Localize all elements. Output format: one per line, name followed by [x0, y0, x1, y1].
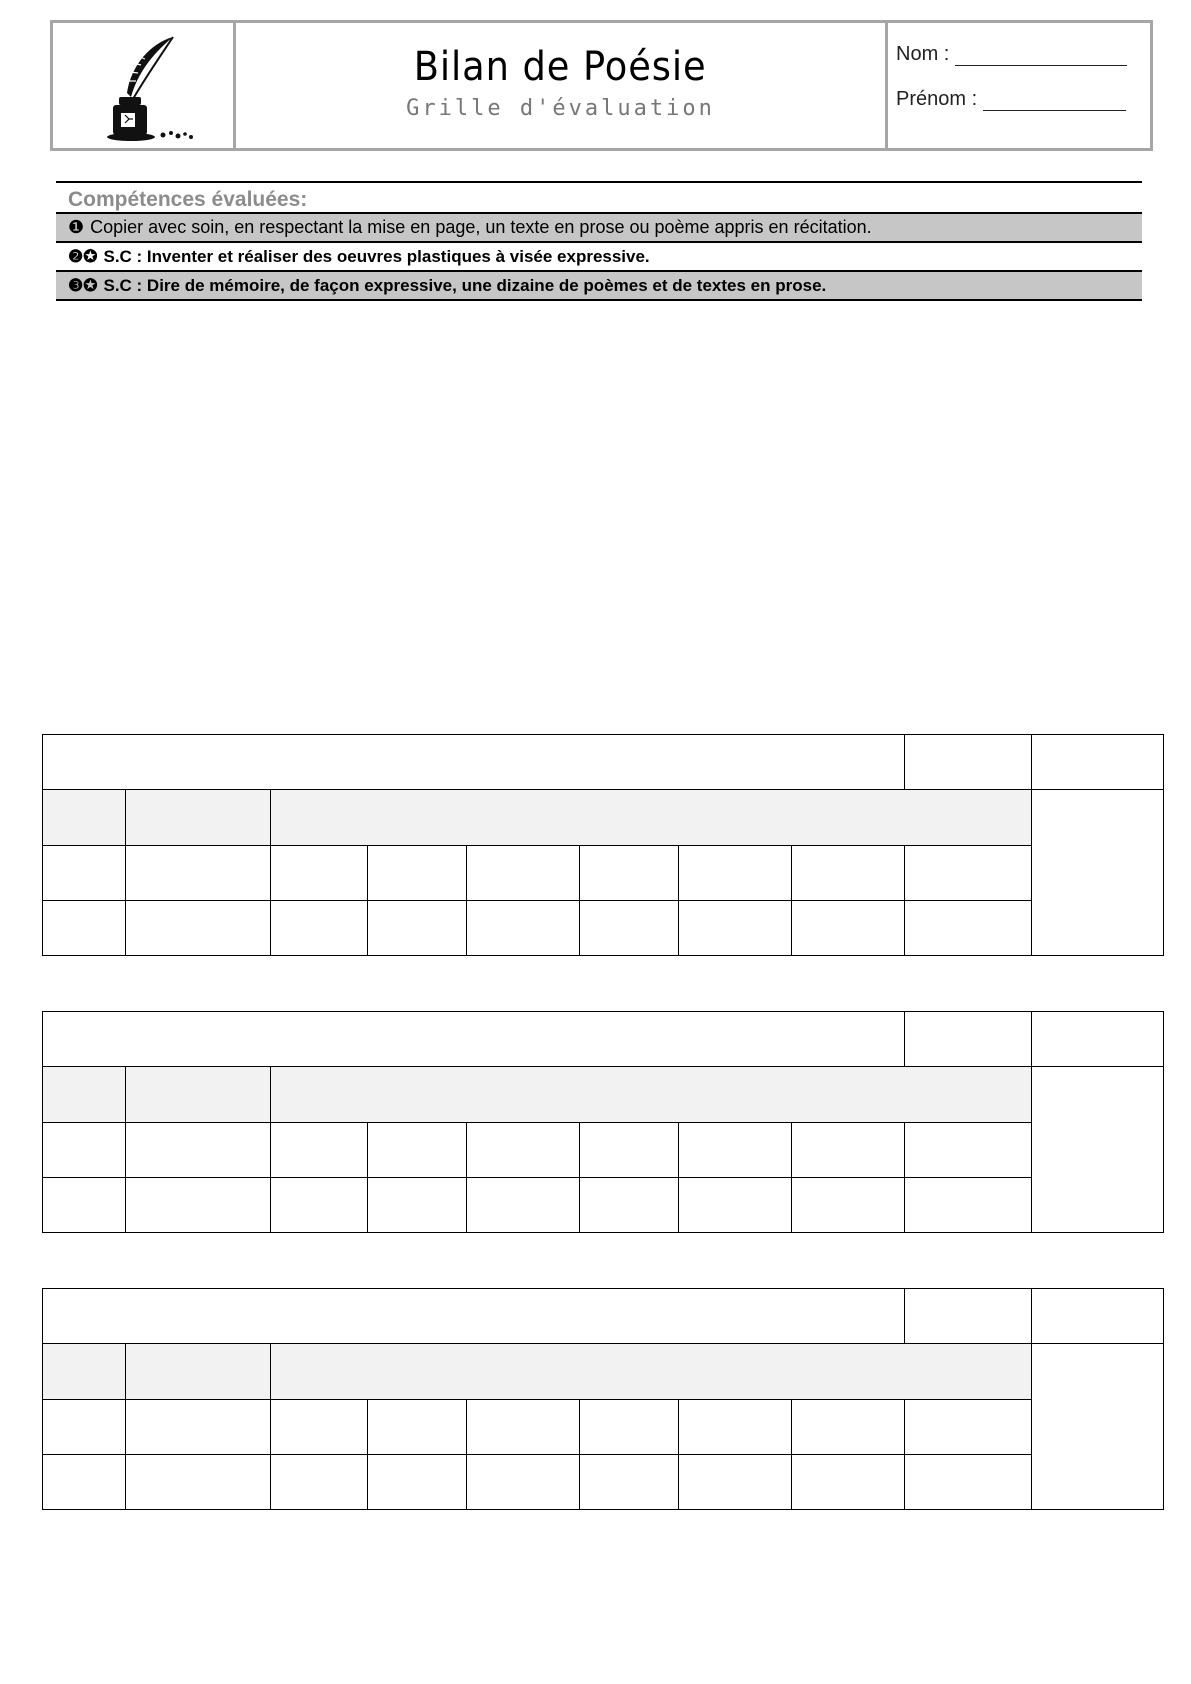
page-subtitle: Grille d'évaluation: [406, 96, 715, 121]
grid-cell[interactable]: [43, 790, 126, 845]
grid-cell[interactable]: [43, 735, 905, 790]
competence-item-3: [56, 270, 1142, 301]
grid-cell[interactable]: [126, 1399, 271, 1454]
grid-cell[interactable]: [467, 900, 580, 955]
grid-cell[interactable]: [43, 1289, 905, 1344]
grid-cell[interactable]: [792, 1454, 905, 1509]
grid-row: [43, 790, 1164, 845]
grid-cell[interactable]: [679, 1399, 792, 1454]
grid-score-cell[interactable]: [1032, 1344, 1164, 1510]
prenom-label: Prénom :: [896, 88, 978, 110]
grid-row: [43, 1177, 1164, 1232]
grid-cell[interactable]: [905, 1289, 1032, 1344]
grid-row: [43, 1289, 1164, 1344]
grid-cell[interactable]: [271, 790, 1032, 845]
grid-cell[interactable]: [467, 845, 580, 900]
grid-cell[interactable]: [271, 1177, 368, 1232]
grid-cell[interactable]: [271, 1067, 1032, 1122]
nom-row: [896, 43, 1150, 66]
grid-cell[interactable]: [467, 1177, 580, 1232]
logo-cell: [53, 23, 236, 148]
competence-text-2: S.C : Inventer et réaliser des oeuvres plastiques à visée expressive.: [103, 247, 650, 266]
evaluation-grid-1: [42, 734, 1164, 956]
grid-cell[interactable]: [368, 1177, 467, 1232]
grid-cell[interactable]: [905, 1177, 1032, 1232]
grid-cell[interactable]: [905, 845, 1032, 900]
page-title: Bilan de Poésie: [414, 44, 707, 90]
grid-cell[interactable]: [905, 1012, 1032, 1067]
grid-cell[interactable]: [368, 1399, 467, 1454]
grid-cell[interactable]: [467, 1454, 580, 1509]
grid-cell[interactable]: [126, 900, 271, 955]
evaluation-grid-3: [42, 1288, 1164, 1510]
grid-cell[interactable]: [368, 845, 467, 900]
grid-cell[interactable]: [43, 1344, 126, 1399]
grid-cell[interactable]: [679, 900, 792, 955]
grid-cell[interactable]: [126, 1177, 271, 1232]
grid-cell[interactable]: [792, 1122, 905, 1177]
quill-inkwell-icon: [81, 35, 211, 145]
grid-cell[interactable]: [271, 1399, 368, 1454]
grid-cell[interactable]: [43, 1177, 126, 1232]
grid-cell[interactable]: [467, 1122, 580, 1177]
grid-cell[interactable]: [271, 1344, 1032, 1399]
grid-row: [43, 1454, 1164, 1509]
grid-cell[interactable]: [792, 1399, 905, 1454]
competences-block: [56, 181, 1142, 301]
grid-cell[interactable]: [792, 1177, 905, 1232]
grid-cell[interactable]: [43, 845, 126, 900]
grid-cell[interactable]: [43, 1454, 126, 1509]
grid-row: [43, 1067, 1164, 1122]
competence-item-2: [56, 241, 1142, 270]
nom-label: Nom :: [896, 43, 950, 65]
prenom-field[interactable]: [983, 94, 1126, 111]
grid-row: [43, 900, 1164, 955]
grid-cell[interactable]: [368, 900, 467, 955]
grid-row: [43, 1344, 1164, 1399]
grid-score-cell[interactable]: [1032, 790, 1164, 956]
grid-row: [43, 735, 1164, 790]
grid-cell[interactable]: [126, 1067, 271, 1122]
grid-cell[interactable]: [905, 900, 1032, 955]
grid-cell[interactable]: [368, 1454, 467, 1509]
grid-cell[interactable]: [1032, 1289, 1164, 1344]
number-1-icon: ❶: [68, 217, 85, 237]
grid-cell[interactable]: [580, 1177, 679, 1232]
grid-cell[interactable]: [271, 845, 368, 900]
grid-cell[interactable]: [43, 1067, 126, 1122]
grid-cell[interactable]: [271, 900, 368, 955]
evaluation-grid-2: [42, 1011, 1164, 1233]
grid-cell[interactable]: [126, 845, 271, 900]
competence-text-3: S.C : Dire de mémoire, de façon expressive, une dizaine de poèmes et de textes en prose.: [103, 276, 827, 295]
prenom-row: [896, 88, 1150, 111]
grid-row: [43, 1399, 1164, 1454]
grid-cell[interactable]: [580, 1454, 679, 1509]
grid-cell[interactable]: [679, 1177, 792, 1232]
grid-cell[interactable]: [368, 1122, 467, 1177]
name-cell: [888, 23, 1150, 148]
grid-cell[interactable]: [679, 1122, 792, 1177]
grid-cell[interactable]: [580, 1122, 679, 1177]
grid-cell[interactable]: [905, 735, 1032, 790]
grid-row: [43, 1122, 1164, 1177]
grid-score-cell[interactable]: [1032, 1067, 1164, 1233]
grid-cell[interactable]: [905, 1399, 1032, 1454]
grid-cell[interactable]: [679, 1454, 792, 1509]
grid-cell[interactable]: [1032, 735, 1164, 790]
competences-heading: Compétences évaluées:: [68, 188, 308, 211]
grid-cell[interactable]: [792, 845, 905, 900]
competence-text-1: Copier avec soin, en respectant la mise en page, un texte en prose ou poème appris en récitation.: [90, 217, 872, 237]
grid-cell[interactable]: [580, 845, 679, 900]
grid-cell[interactable]: [792, 900, 905, 955]
grid-cell[interactable]: [905, 1454, 1032, 1509]
grid-cell[interactable]: [126, 790, 271, 845]
grid-cell[interactable]: [905, 1122, 1032, 1177]
grid-cell[interactable]: [43, 1399, 126, 1454]
header-box: [50, 20, 1153, 151]
grid-row: [43, 845, 1164, 900]
competence-item-1: [56, 212, 1142, 241]
grid-cell[interactable]: [126, 1122, 271, 1177]
grid-cell[interactable]: [126, 1454, 271, 1509]
grid-cell[interactable]: [43, 1012, 905, 1067]
grid-cell[interactable]: [43, 900, 126, 955]
grid-cell[interactable]: [580, 900, 679, 955]
nom-field[interactable]: [955, 49, 1127, 66]
grid-cell[interactable]: [1032, 1012, 1164, 1067]
number-2-star-icon: ❷✪: [68, 247, 98, 266]
grid-cell[interactable]: [271, 1122, 368, 1177]
grid-cell[interactable]: [271, 1454, 368, 1509]
number-3-star-icon: ❸✪: [68, 276, 98, 295]
grid-row: [43, 1012, 1164, 1067]
grid-cell[interactable]: [580, 1399, 679, 1454]
grid-cell[interactable]: [126, 1344, 271, 1399]
grid-cell[interactable]: [43, 1122, 126, 1177]
title-cell: [236, 23, 888, 148]
grid-cell[interactable]: [679, 845, 792, 900]
grid-cell[interactable]: [467, 1399, 580, 1454]
